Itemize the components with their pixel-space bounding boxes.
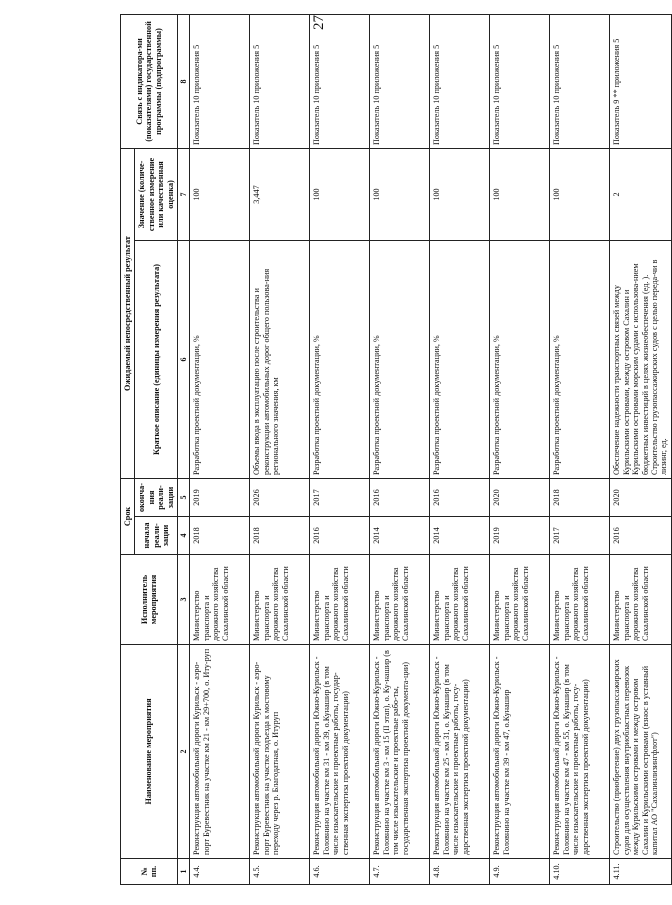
start-year: 2017 [550,517,610,555]
indicator-link: Показатель 10 приложения 5 [550,14,610,148]
column-number: 6 [178,241,190,479]
end-year: 2018 [550,479,610,517]
executor: Министерство транспорта и дорожного хозяйства Сахалинской области [550,555,610,645]
result-description: Объемы ввода в эксплуатацию после строительства и реконструкции автомобильных дорог общего пользова-ния регионального значения, км [250,241,310,479]
row-number: 4.10. [550,859,610,885]
header-value: Значение (количе-ственное измерение или качественная оценка) [135,148,178,240]
row-number: 4.9. [490,859,550,885]
result-description: Разработка проектной документации, % [490,241,550,479]
executor: Министерство транспорта и дорожного хозяйства Сахалинской области [490,555,550,645]
executor: Министерство транспорта и дорожного хозяйства Сахалинской области [430,555,490,645]
end-year: 2016 [370,479,430,517]
result-description: Разработка проектной документации, % [310,241,370,479]
result-description: Обеспечение надежности транспортных связей между Курильскими островами, между островом Сахалин и Курильскими островами морским судами с использова-нием бюджетных инвестиций в целях жизнеобеспечения (ед. ). Строительство грузопассажирских судов с целью переда-чи в лизинг, ед. [610,241,672,479]
table-row [370,14,430,884]
table-row [190,14,250,884]
column-number: 4 [178,517,190,555]
measure-name: Реконструкция автомобильной дороги Курильск - аэро-порт Буревестник на участке км 21 - км 29+700, о. Иту-руп [190,645,250,859]
header-name: Наименование мероприятия [121,645,178,859]
result-value: 100 [190,148,250,240]
header-description: Краткое описание (единицы измерения результата) [135,241,178,479]
header-link: Связь с индикатора-ми (показателями) государственной программы (подпрограммы) [121,14,178,148]
measure-name: Реконструкция автомобильной дороги Южно-Курильск - Головнино на участке км 25 - км 31, о. Кунашир (в том числе изыскательские и проектные работы, госу-дарственная экспертиза проектной документации) [430,645,490,859]
result-value: 2 [610,148,672,240]
indicator-link: Показатель 10 приложения 5 [310,14,370,148]
indicator-link: Показатель 10 приложения 5 [250,14,310,148]
result-description: Разработка проектной документации, % [370,241,430,479]
measure-name: Реконструкция автомобильной дороги Южно-Курильск - Головнино на участке км 39 - км 47, о.Кунашир [490,645,550,859]
executor: Министерство транспорта и дорожного хозяйства Сахалинской области [370,555,430,645]
end-year: 2017 [310,479,370,517]
executor: Министерство транспорта и дорожного хозяйства Сахалинской области [310,555,370,645]
result-value: 100 [490,148,550,240]
result-value: 100 [310,148,370,240]
result-description: Разработка проектной документации, % [190,241,250,479]
table-row [310,14,370,884]
start-year: 2018 [250,517,310,555]
column-number: 1 [178,859,190,885]
column-number-row [178,14,190,884]
header-term: Срок [121,479,135,555]
header-executor: Исполнитель мероприятия [121,555,178,645]
executor: Министерство транспорта и дорожного хозяйства Сахалинской области [250,555,310,645]
indicator-link: Показатель 10 приложения 5 [190,14,250,148]
measure-name: Реконструкция автомобильной дороги Южно-Курильск - Головнино на участке км 31 - км 39, о.Кунашир (в том числе изыскательские и проектные работы, государ-ственная экспертиза проектной документации) [310,645,370,859]
measure-name: Строительство (приобретение) двух грузопассажирских судов для осуществления внутриобластных перевозок между Курильскими островами и между островом Сахалин и Курильскими островами (взнос в уставный капитал АО "Сахалинлизингфлот") [610,645,672,859]
executor: Министерство транспорта и дорожного хозяйства Сахалинской области [190,555,250,645]
start-year: 2016 [610,517,672,555]
table-row [490,14,550,884]
indicator-link: Показатель 9 ** приложения 5 [610,14,672,148]
column-number: 5 [178,479,190,517]
page-number: 27 [311,15,327,30]
header-end: оконча-ния реали-зации [135,479,178,517]
measure-name: Реконструкция автомобильной дороги Южно-Курильск - Головнино на участке км 3 - км 15 (II этап), о. Ку-нашир (в том числе изыскательские и проектные рабо-ты, государственная экспертиза проектной документа-ции) [370,645,430,859]
row-number: 4.7. [370,859,430,885]
result-description: Разработка проектной документации, % [550,241,610,479]
column-number: 8 [178,14,190,148]
result-value: 100 [370,148,430,240]
result-value: 3,447 [250,148,310,240]
result-value: 100 [550,148,610,240]
table-row [550,14,610,884]
result-value: 100 [430,148,490,240]
end-year: 2020 [490,479,550,517]
column-number: 7 [178,148,190,240]
end-year: 2019 [190,479,250,517]
indicator-link: Показатель 10 приложения 5 [490,14,550,148]
row-number: 4.5. [250,859,310,885]
row-number: 4.6. [310,859,370,885]
indicator-link: Показатель 10 приложения 5 [370,14,430,148]
column-number: 2 [178,645,190,859]
rotated-table-page [120,15,669,885]
end-year: 2026 [250,479,310,517]
end-year: 2016 [430,479,490,517]
row-number: 4.8. [430,859,490,885]
column-number: 3 [178,555,190,645]
row-number: 4.4. [190,859,250,885]
indicator-link: Показатель 10 приложения 5 [430,14,490,148]
header-num: № пп. [121,859,178,885]
result-description: Разработка проектной документации, % [430,241,490,479]
header-start: начала реали-зации [135,517,178,555]
start-year: 2019 [490,517,550,555]
table-row [430,14,490,884]
row-number: 4.11. [610,859,672,885]
measures-table [120,14,672,885]
measure-name: Реконструкция автомобильной дороги Южно-Курильск - Головнино на участке км 47 - км 55, о. Кунашир (в том числе изыскательские и проектные работы, госу-дарственная экспертиза проектной документации) [550,645,610,859]
end-year: 2020 [610,479,672,517]
start-year: 2014 [430,517,490,555]
executor: Министерство транспорта и дорожного хозяйства Сахалинской области [610,555,672,645]
table-row [610,14,672,884]
start-year: 2018 [190,517,250,555]
start-year: 2016 [310,517,370,555]
start-year: 2014 [370,517,430,555]
table-row [250,14,310,884]
measure-name: Реконструкция автомобильной дороги Курильск - аэро-порт Буревестник на участке подъезда к мостовому переходу через р. Благодатная, о. Итуруп [250,645,310,859]
header-expected: Ожидаемый непосредственный результат [121,148,135,478]
